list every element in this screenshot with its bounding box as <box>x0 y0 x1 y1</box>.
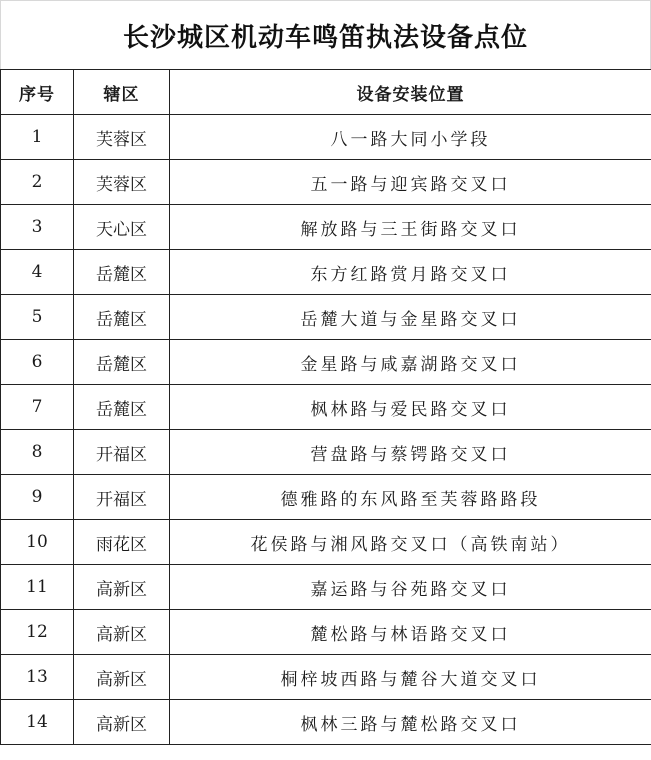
cell-install-location: 花侯路与湘风路交叉口（高铁南站） <box>170 520 651 565</box>
cell-install-location: 枫林路与爱民路交叉口 <box>170 385 651 430</box>
cell-district: 高新区 <box>74 565 170 610</box>
cell-serial-number: 2 <box>1 160 74 205</box>
cell-install-location: 营盘路与蔡锷路交叉口 <box>170 430 651 475</box>
cell-district: 天心区 <box>74 205 170 250</box>
cell-serial-number: 4 <box>1 250 74 295</box>
cell-install-location: 德雅路的东风路至芙蓉路路段 <box>170 475 651 520</box>
cell-install-location: 解放路与三王街路交叉口 <box>170 205 651 250</box>
table-row <box>1 655 651 700</box>
cell-district: 雨花区 <box>74 520 170 565</box>
cell-serial-number: 10 <box>1 520 74 565</box>
table-row <box>1 160 651 205</box>
cell-install-location: 枫林三路与麓松路交叉口 <box>170 700 651 745</box>
cell-serial-number: 9 <box>1 475 74 520</box>
cell-serial-number: 3 <box>1 205 74 250</box>
cell-install-location: 八一路大同小学段 <box>170 115 651 160</box>
cell-district: 岳麓区 <box>74 295 170 340</box>
cell-district: 芙蓉区 <box>74 115 170 160</box>
cell-district: 高新区 <box>74 700 170 745</box>
table-row <box>1 115 651 160</box>
cell-serial-number: 5 <box>1 295 74 340</box>
cell-serial-number: 1 <box>1 115 74 160</box>
cell-install-location: 金星路与咸嘉湖路交叉口 <box>170 340 651 385</box>
title-row <box>0 0 651 69</box>
cell-install-location: 嘉运路与谷苑路交叉口 <box>170 565 651 610</box>
cell-serial-number: 8 <box>1 430 74 475</box>
table-row <box>1 700 651 745</box>
cell-district: 开福区 <box>74 475 170 520</box>
table-row <box>1 610 651 655</box>
cell-serial-number: 6 <box>1 340 74 385</box>
header-serial-number: 序号 <box>1 70 74 115</box>
cell-district: 岳麓区 <box>74 385 170 430</box>
table-row <box>1 430 651 475</box>
device-location-table <box>0 69 651 745</box>
cell-serial-number: 12 <box>1 610 74 655</box>
cell-serial-number: 13 <box>1 655 74 700</box>
cell-district: 岳麓区 <box>74 340 170 385</box>
cell-install-location: 东方红路赏月路交叉口 <box>170 250 651 295</box>
cell-serial-number: 14 <box>1 700 74 745</box>
table-row <box>1 250 651 295</box>
table-row <box>1 520 651 565</box>
cell-serial-number: 11 <box>1 565 74 610</box>
cell-install-location: 桐梓坡西路与麓谷大道交叉口 <box>170 655 651 700</box>
table-row <box>1 295 651 340</box>
page-title: 长沙城区机动车鸣笛执法设备点位 <box>122 22 528 53</box>
table-row <box>1 205 651 250</box>
table-row <box>1 385 651 430</box>
cell-district: 高新区 <box>74 655 170 700</box>
table-row <box>1 565 651 610</box>
cell-district: 开福区 <box>74 430 170 475</box>
header-district: 辖区 <box>74 70 170 115</box>
cell-district: 高新区 <box>74 610 170 655</box>
cell-serial-number: 7 <box>1 385 74 430</box>
cell-install-location: 岳麓大道与金星路交叉口 <box>170 295 651 340</box>
header-install-location: 设备安装位置 <box>170 70 651 115</box>
table-row <box>1 340 651 385</box>
cell-install-location: 麓松路与林语路交叉口 <box>170 610 651 655</box>
cell-install-location: 五一路与迎宾路交叉口 <box>170 160 651 205</box>
cell-district: 岳麓区 <box>74 250 170 295</box>
table-body <box>1 115 651 745</box>
table-row <box>1 475 651 520</box>
table-header-row <box>1 70 651 115</box>
cell-district: 芙蓉区 <box>74 160 170 205</box>
